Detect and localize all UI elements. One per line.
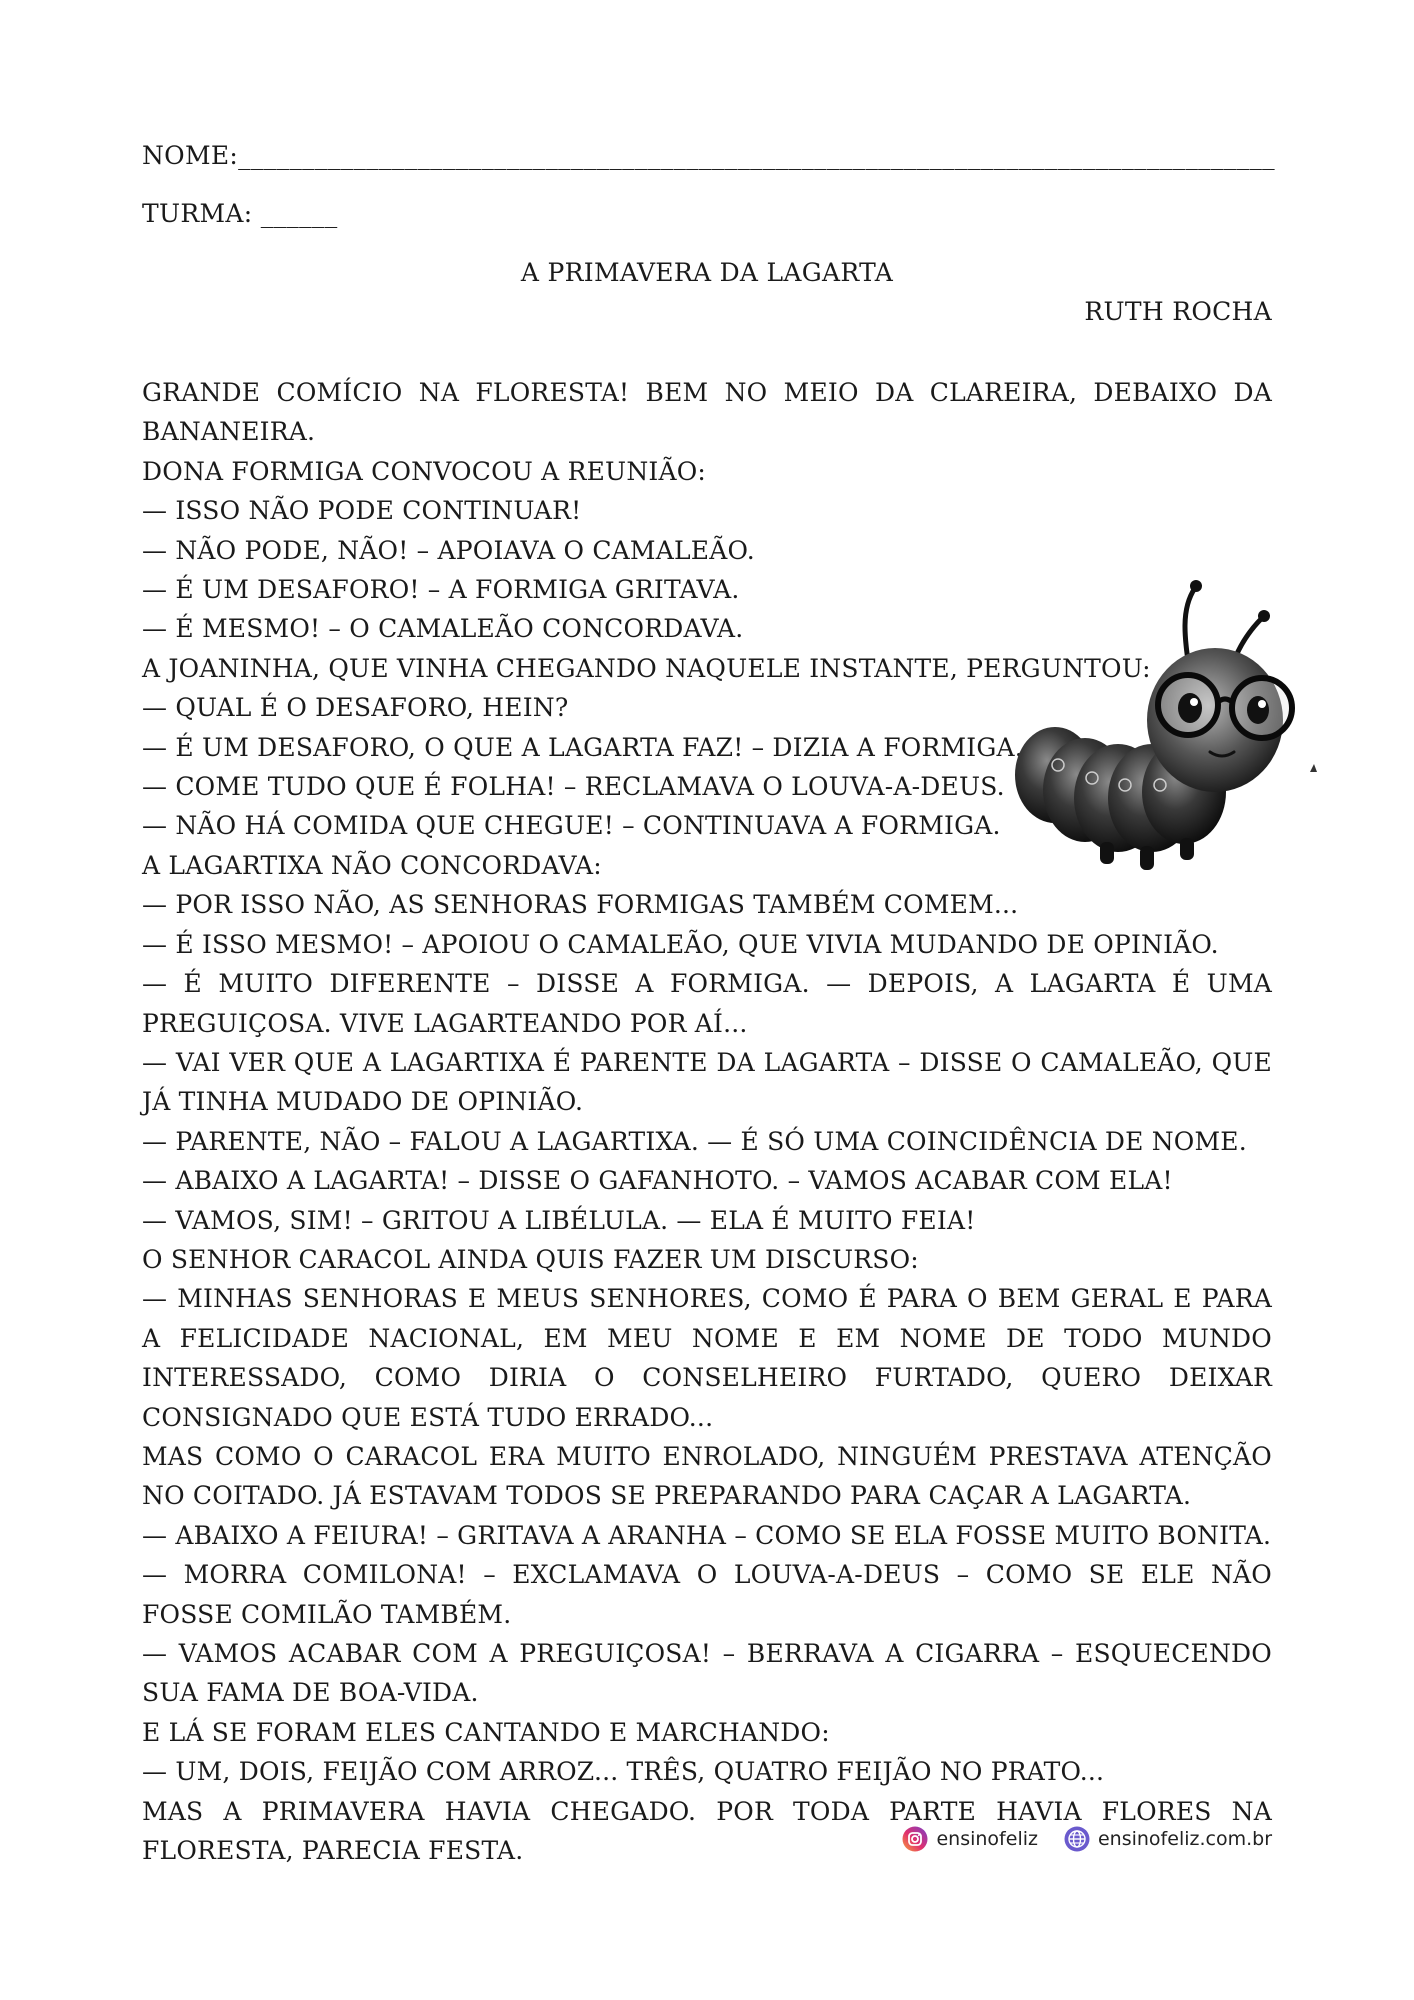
story-paragraph: — VAMOS, SIM! – GRITOU A LIBÉLULA. — ELA É MUITO FEIA!	[142, 1205, 976, 1235]
instagram-handle: ensinofeliz	[936, 1828, 1038, 1850]
story-author: RUTH ROCHA	[1084, 297, 1272, 326]
story-paragraph: — UM, DOIS, FEIJÃO COM ARROZ... TRÊS, QUATRO FEIJÃO NO PRATO...	[142, 1757, 1105, 1787]
website-url: ensinofeliz.com.br	[1097, 1828, 1272, 1850]
story-paragraph: — COME TUDO QUE É FOLHA! – RECLAMAVA O LOUVA-A-DEUS.	[142, 772, 1005, 802]
story-paragraph: A JOANINHA, QUE VINHA CHEGANDO NAQUELE INSTANTE, PERGUNTOU:	[142, 653, 1151, 683]
story-paragraph: GRANDE COMÍCIO NA FLORESTA! BEM NO MEIO DA CLAREIRA, DEBAIXO DA BANANEIRA.	[142, 378, 1272, 447]
story-title: A PRIMAVERA DA LAGARTA	[520, 258, 894, 287]
story-paragraph: — POR ISSO NÃO, AS SENHORAS FORMIGAS TAMBÉM COMEM...	[142, 890, 1019, 920]
story-paragraph: — É ISSO MESMO! – APOIOU O CAMALEÃO, QUE VIVIA MUDANDO DE OPINIÃO.	[142, 929, 1219, 959]
story-paragraph: — PARENTE, NÃO – FALOU A LAGARTIXA. — É SÓ UMA COINCIDÊNCIA DE NOME.	[142, 1126, 1247, 1156]
story-paragraph: — É MESMO! – O CAMALEÃO CONCORDAVA.	[142, 614, 744, 644]
class-field[interactable]: TURMA: ______	[142, 199, 338, 228]
worksheet-page	[142, 0, 1275, 2000]
story-paragraph: DONA FORMIGA CONVOCOU A REUNIÃO:	[142, 456, 707, 486]
story-paragraph: — VAI VER QUE A LAGARTIXA É PARENTE DA LAGARTA – DISSE O CAMALEÃO, QUE JÁ TINHA MUDADO DE OPINIÃO.	[142, 1047, 1272, 1117]
story-paragraph: A LAGARTIXA NÃO CONCORDAVA:	[142, 850, 602, 880]
instagram-link[interactable]	[902, 1826, 1038, 1852]
story-paragraph: MAS COMO O CARACOL ERA MUITO ENROLADO, NINGUÉM PRESTAVA ATENÇÃO NO COITADO. JÁ ESTAVAM TODOS SE PREPARANDO PARA CAÇAR A LAGARTA.	[142, 1441, 1272, 1511]
story-paragraph: — MORRA COMILONA! – EXCLAMAVA O LOUVA-A-DEUS – COMO SE ELE NÃO FOSSE COMILÃO TAMBÉM.	[142, 1560, 1272, 1629]
story-paragraph: — NÃO PODE, NÃO! – APOIAVA O CAMALEÃO.	[142, 535, 755, 565]
story-paragraph: E LÁ SE FORAM ELES CANTANDO E MARCHANDO:	[142, 1717, 830, 1747]
story-paragraph: — NÃO HÁ COMIDA QUE CHEGUE! – CONTINUAVA A FORMIGA.	[142, 811, 1001, 841]
story-paragraph: O SENHOR CARACOL AINDA QUIS FAZER UM DISCURSO:	[142, 1244, 919, 1274]
story-paragraph: MAS A PRIMAVERA HAVIA CHEGADO. POR TODA PARTE HAVIA FLORES NA FLORESTA, PARECIA FESTA.	[142, 1796, 1272, 1866]
footer	[902, 1826, 1272, 1852]
globe-icon	[1064, 1826, 1090, 1852]
caterpillar-illustration	[1000, 580, 1318, 890]
story-paragraph: — ABAIXO A LAGARTA! – DISSE O GAFANHOTO. – VAMOS ACABAR COM ELA!	[142, 1166, 1173, 1196]
story-paragraph: — QUAL É O DESAFORO, HEIN?	[142, 693, 569, 723]
story-paragraph: — VAMOS ACABAR COM A PREGUIÇOSA! – BERRAVA A CIGARRA – ESQUECENDO SUA FAMA DE BOA-VIDA.	[142, 1639, 1272, 1708]
story-paragraph: — É MUITO DIFERENTE – DISSE A FORMIGA. — DEPOIS, A LAGARTA É UMA PREGUIÇOSA. VIVE LAGARTEANDO POR AÍ...	[142, 969, 1272, 1038]
name-field[interactable]: NOME:_________________________________________________________________________________	[142, 141, 1275, 170]
story-paragraph: — É UM DESAFORO, O QUE A LAGARTA FAZ! – DIZIA A FORMIGA.	[142, 732, 1023, 762]
story-paragraph: — ABAIXO A FEIURA! – GRITAVA A ARANHA – COMO SE ELA FOSSE MUITO BONITA.	[142, 1520, 1272, 1550]
story-paragraph: — É UM DESAFORO! – A FORMIGA GRITAVA.	[142, 575, 740, 605]
instagram-icon	[902, 1826, 928, 1852]
website-link[interactable]	[1064, 1826, 1272, 1852]
story-paragraph: — ISSO NÃO PODE CONTINUAR!	[142, 496, 582, 526]
story-paragraph: — MINHAS SENHORAS E MEUS SENHORES, COMO É PARA O BEM GERAL E PARA A FELICIDADE NACIONAL, EM MEU NOME E EM NOME DE TODO MUNDO INTERESSADO, COMO DIRIA O CONSELHEIRO FURTADO, QUERO DEIXAR CONSIGNADO QUE ESTÁ TUDO ERRADO...	[142, 1284, 1272, 1432]
